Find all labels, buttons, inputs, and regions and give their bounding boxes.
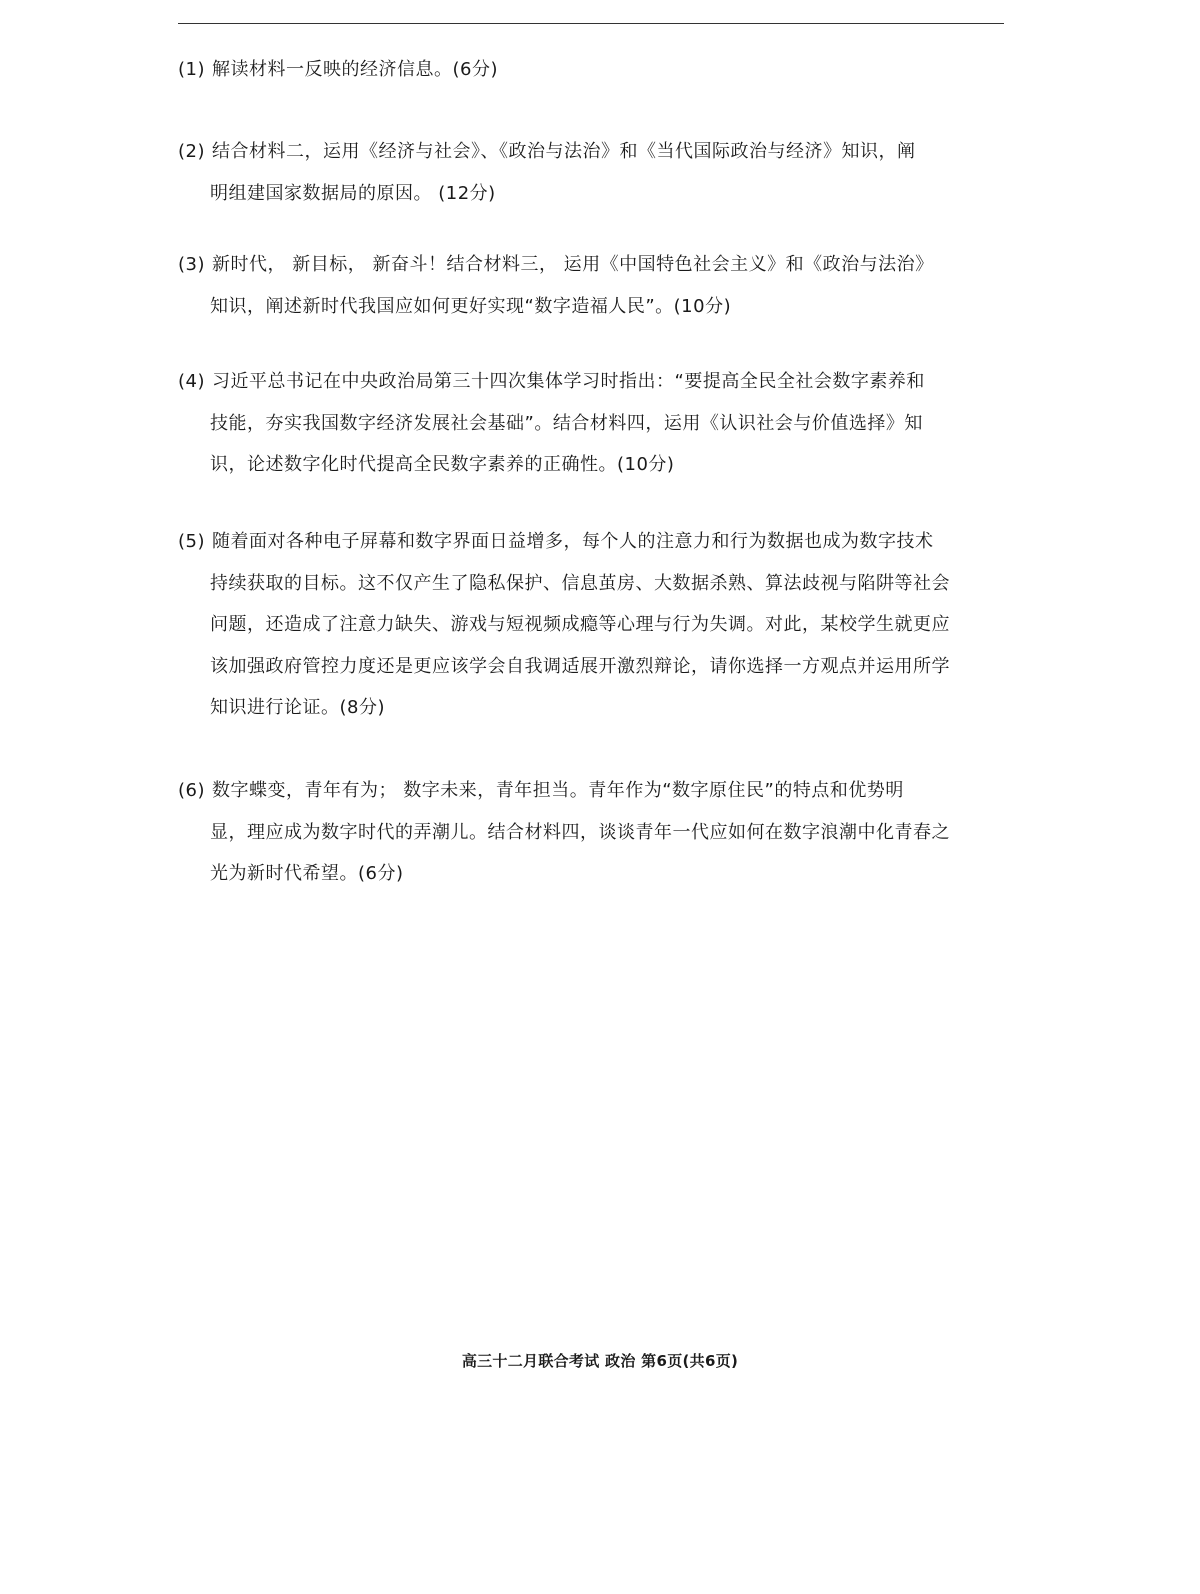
question-text: 持续获取的目标。这不仅产生了隐私保护、信息茧房、大数据杀熟、算法歧视与陷阱等社会 (210, 572, 950, 594)
question-number: (6) (178, 780, 205, 801)
question-text: 光为新时代希望。(6分) (210, 863, 404, 884)
question-line (178, 244, 1006, 286)
question-text: 解读材料一反映的经济信息。(6分) (212, 59, 498, 80)
question-number: (2) (178, 141, 205, 162)
question-number: (3) (178, 254, 205, 275)
question-1 (178, 49, 1006, 91)
question-6 (178, 770, 1006, 895)
page-footer: 高三十二月联合考试 政治 第6页(共6页) (461, 1352, 739, 1370)
question-text: 随着面对各种电子屏幕和数字界面日益增多，每个人的注意力和行为数据也成为数字技术 (212, 531, 934, 552)
question-number: (1) (178, 59, 205, 80)
question-text: 技能，夯实我国数字经济发展社会基础”。结合材料四，运用《认识社会与价值选择》知 (210, 412, 923, 434)
question-text: 识，论述数字化时代提高全民数字素养的正确性。(10分) (210, 454, 675, 475)
question-line (178, 49, 1006, 91)
question-line (178, 770, 1006, 812)
question-line (178, 131, 1006, 173)
question-text: 该加强政府管控力度还是更应该学会自我调适展开激烈辩论，请你选择一方观点并运用所学 (210, 655, 950, 677)
question-text: 习近平总书记在中央政治局第三十四次集体学习时指出：“要提高全民全社会数字素养和 (212, 371, 925, 392)
question-number: (4) (178, 371, 205, 392)
question-text: 显，理应成为数字时代的弄潮儿。结合材料四，谈谈青年一代应如何在数字浪潮中化青春之 (210, 821, 950, 843)
question-text: 知识，阐述新时代我国应如何更好实现“数字造福人民”。(10分) (210, 295, 732, 317)
question-text: 问题，还造成了注意力缺失、游戏与短视频成瘾等心理与行为失调。对此，某校学生就更应 (210, 614, 950, 635)
question-number: (5) (178, 531, 205, 552)
question-text: 结合材料二，运用《经济与社会》、《政治与法治》和《当代国际政治与经济》知识，阐 (212, 141, 916, 162)
question-3 (178, 244, 1006, 327)
question-line (178, 361, 1006, 403)
question-text: 明组建国家数据局的原因。 (12分) (210, 182, 496, 204)
top-rule (178, 23, 1004, 24)
question-text: 知识进行论证。(8分) (210, 697, 385, 718)
question-line (178, 521, 1006, 563)
question-2 (178, 131, 1006, 214)
question-text: 新时代， 新目标， 新奋斗！结合材料三， 运用《中国特色社会主义》和《政治与法治》 (212, 254, 934, 275)
question-text: 数字蝶变，青年有为； 数字未来，青年担当。青年作为“数字原住民”的特点和优势明 (212, 780, 904, 801)
question-4 (178, 361, 1006, 486)
question-5 (178, 521, 1006, 729)
